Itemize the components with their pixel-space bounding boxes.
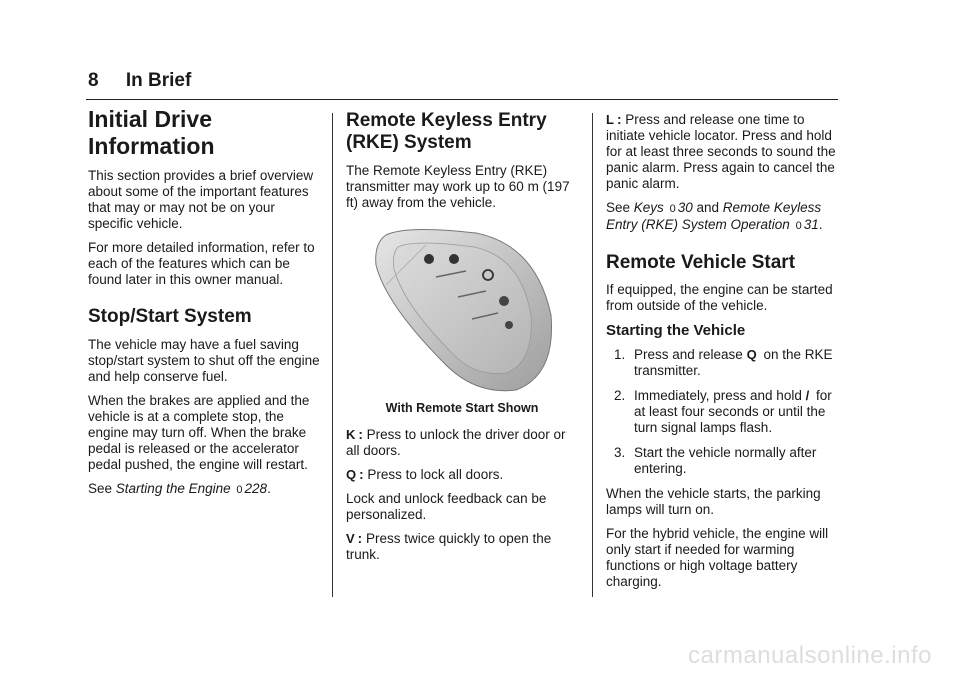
header-rule	[86, 99, 838, 100]
page-ref-arrow-icon: 0	[795, 220, 802, 232]
brakes-paragraph: When the brakes are applied and the vehicle is at a complete stop, the engine may turn off. When the brake pedal is released or the accelerator pedal pushed, the engine will restart.	[88, 392, 310, 472]
list-item: 1. Press and release Q on the RKE transmitter.	[614, 347, 833, 379]
hybrid-paragraph: For the hybrid vehicle, the engine will only start if needed for warming functions or high voltage battery charging.	[606, 526, 829, 590]
column-2	[346, 106, 578, 571]
link-keys[interactable]: Keys	[633, 200, 664, 215]
page-ref-arrow-icon: 0	[669, 203, 676, 215]
stop-start-paragraph: The vehicle may have a fuel saving stop/start system to shut off the engine and help conserve fuel.	[88, 336, 320, 384]
starting-steps	[606, 347, 842, 477]
trunk-icon: V	[346, 530, 355, 546]
column-1	[88, 106, 320, 506]
starting-vehicle-heading: Starting the Vehicle	[606, 322, 746, 340]
vehicle-locator-icon: L	[606, 112, 614, 127]
page-ref-arrow-icon: 0	[236, 483, 243, 496]
list-item: 2. Immediately, press and hold / for at least four seconds or until the turn signal lamps flash.	[614, 388, 832, 436]
key-fob-illustration	[346, 225, 578, 395]
list-item: 3. Start the vehicle normally after entering.	[614, 445, 817, 477]
unlock-description: K : Press to unlock the driver door or all doors.	[346, 426, 566, 458]
column-divider-1	[332, 113, 333, 597]
link-starting-engine[interactable]: Starting the Engine	[115, 480, 231, 496]
remote-start-paragraph: If equipped, the engine can be started from outside of the vehicle.	[606, 282, 833, 314]
intro-paragraph: This section provides a brief overview about some of the important features that may or may not be on your specific vehicle.	[88, 168, 314, 232]
rke-heading: Remote Keyless Entry (RKE) System	[346, 110, 547, 154]
page-header	[88, 70, 191, 92]
remote-start-icon: /	[805, 388, 810, 404]
rke-range-paragraph: The Remote Keyless Entry (RKE) transmitter may work up to 60 m (197 ft) away from the vehicle.	[346, 162, 570, 210]
see-starting-engine: See Starting the Engine 0 228.	[88, 480, 271, 496]
link-rke-operation[interactable]: Remote Keyless Entry (RKE) System Operation	[606, 200, 822, 232]
figure-caption: With Remote Start Shown	[385, 400, 539, 415]
see-keys-reference: See Keys 0 30 and Remote Keyless Entry (RKE) System Operation 0 31.	[606, 200, 823, 232]
lock-icon: Q	[346, 466, 357, 482]
initial-drive-heading: Initial Drive Information	[88, 106, 215, 160]
watermark: carmanualsonline.info	[688, 642, 932, 669]
detail-paragraph: For more detailed information, refer to each of the features which can be found later in this owner manual.	[88, 240, 315, 288]
locator-description: L : Press and release one time to initiate vehicle locator. Press and hold for at least three seconds to sound the panic alarm. Press again to cancel the panic alarm.	[606, 112, 836, 191]
column-3	[606, 106, 842, 598]
remote-vehicle-start-heading: Remote Vehicle Start	[606, 252, 796, 273]
feedback-paragraph: Lock and unlock feedback can be personalized.	[346, 490, 547, 522]
trunk-description: V : Press twice quickly to open the trunk.	[346, 530, 552, 562]
lock-icon: Q	[746, 347, 757, 363]
stop-start-heading: Stop/Start System	[88, 306, 252, 328]
page-number: 8	[88, 70, 99, 91]
section-title: In Brief	[125, 70, 192, 91]
unlock-icon: K	[346, 426, 356, 442]
parking-lamps-paragraph: When the vehicle starts, the parking lamps will turn on.	[606, 486, 821, 518]
lock-description: Q : Press to lock all doors.	[346, 466, 504, 482]
column-divider-2	[592, 113, 593, 597]
